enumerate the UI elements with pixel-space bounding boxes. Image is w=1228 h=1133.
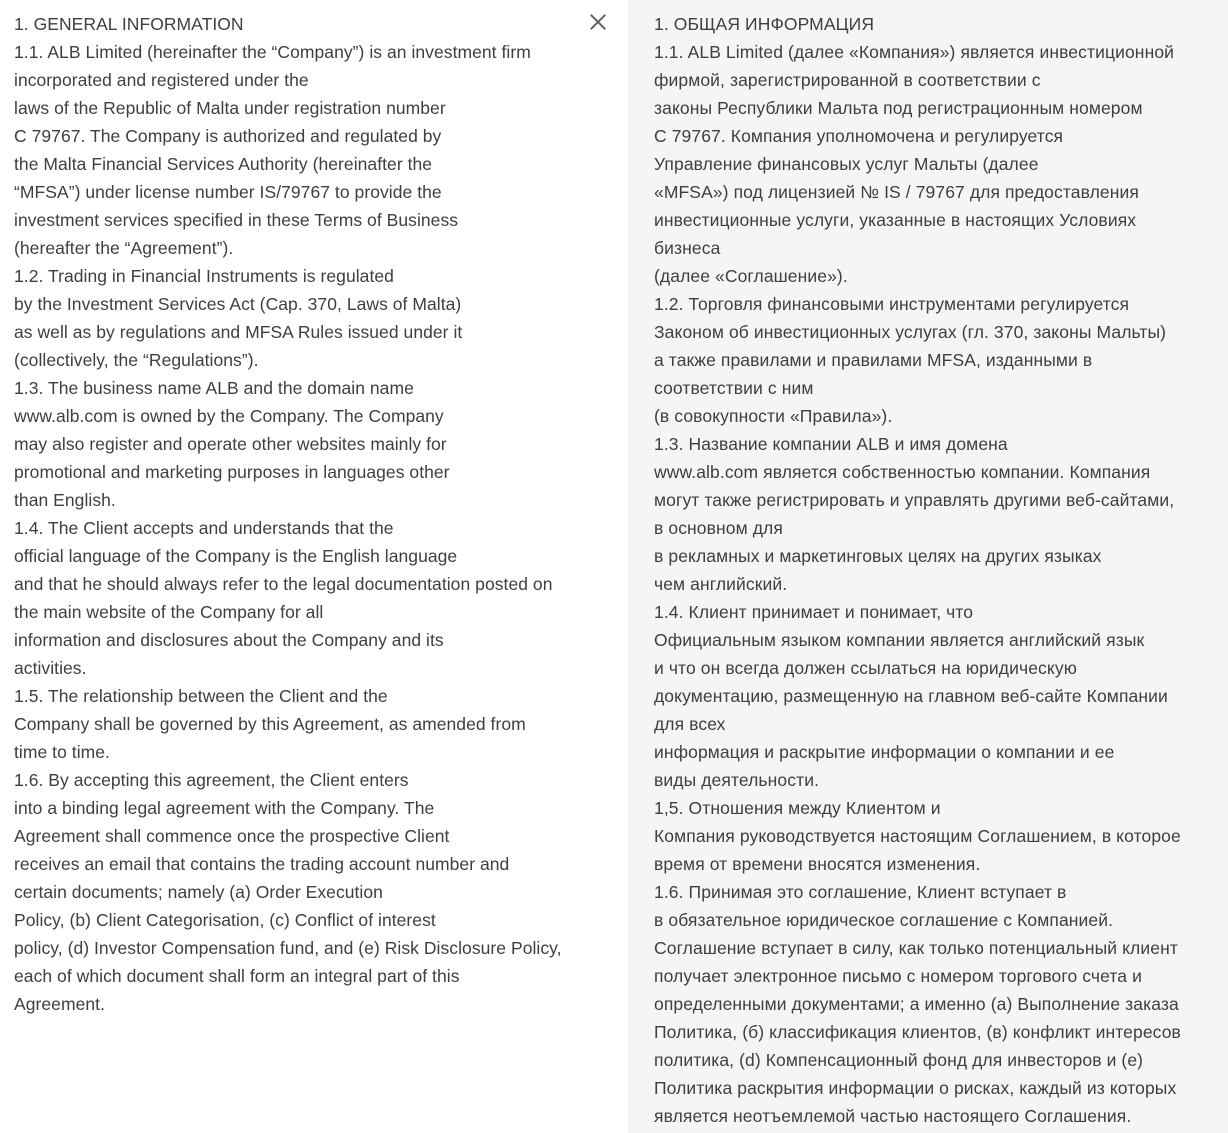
translation-text-line: время от времени вносятся изменения. [654, 854, 981, 874]
source-text-line: Agreement. [14, 994, 105, 1014]
translation-text-line: Компания руководствуется настоящим Соглашением, в которое [654, 826, 1181, 846]
translation-text-line: 1.3. Название компании ALB и имя домена [654, 434, 1008, 454]
source-text-line: (hereafter the “Agreement”). [14, 238, 234, 258]
source-text-line: and that he should always refer to the legal documentation posted on [14, 574, 553, 594]
translation-text-line: документацию, размещенную на главном веб-сайте Компании [654, 686, 1168, 706]
translation-text-line: Законом об инвестиционных услугах (гл. 370, законы Мальты) [654, 322, 1167, 342]
translation-text-line: Управление финансовых услуг Мальты (далее [654, 154, 1039, 174]
translation-text-line: 1.2. Торговля финансовыми инструментами регулируется [654, 294, 1130, 314]
translation-text-line: виды деятельности. [654, 770, 820, 790]
source-text-line: time to time. [14, 742, 110, 762]
translation-text-line: бизнеса [654, 238, 721, 258]
translation-text-line: Соглашение вступает в силу, как только потенциальный клиент [654, 938, 1178, 958]
source-text-line: 1.6. By accepting this agreement, the Client enters [14, 770, 409, 790]
translation-text-line: 1.4. Клиент принимает и понимает, что [654, 602, 974, 622]
translation-text-line: 1. ОБЩАЯ ИНФОРМАЦИЯ [654, 14, 875, 34]
translation-text-line: C 79767. Компания уполномочена и регулируется [654, 126, 1064, 146]
source-text-line: 1. GENERAL INFORMATION [14, 14, 244, 34]
translation-text-line: информация и раскрытие информации о компании и ее [654, 742, 1115, 762]
source-text-line: Company shall be governed by this Agreement, as amended from [14, 714, 526, 734]
translation-text-line: законы Республики Мальта под регистрационным номером [654, 98, 1143, 118]
source-text-line: investment services specified in these Terms of Business [14, 210, 459, 230]
source-text-line: Agreement shall commence once the prospective Client [14, 826, 450, 846]
translation-text-pane [628, 0, 1228, 1133]
source-text-line: incorporated and registered under the [14, 70, 309, 90]
translation-text-line: и что он всегда должен ссылаться на юридическую [654, 658, 1077, 678]
translation-text-line: чем английский. [654, 574, 788, 594]
close-icon [590, 14, 606, 30]
translation-text-line: могут также регистрировать и управлять другими веб-сайтами, [654, 490, 1175, 510]
source-text-line: Policy, (b) Client Categorisation, (c) Conflict of interest [14, 910, 436, 930]
source-text-line: the Malta Financial Services Authority (hereinafter the [14, 154, 433, 174]
translation-text-line: в обязательное юридическое соглашение с Компанией. [654, 910, 1114, 930]
translation-text-line: определенными документами; а именно (а) Выполнение заказа [654, 994, 1179, 1014]
source-text-line: receives an email that contains the trading account number and [14, 854, 510, 874]
translation-text-line: инвестиционные услуги, указанные в настоящих Условиях [654, 210, 1137, 230]
translation-text-line: соответствии с ним [654, 378, 814, 398]
translation-text-line: www.alb.com является собственностью компании. Компания [654, 462, 1151, 482]
source-text-line: into a binding legal agreement with the Company. The [14, 798, 435, 818]
source-text-line: “MFSA”) under license number IS/79767 to provide the [14, 182, 442, 202]
source-text-line: promotional and marketing purposes in languages other [14, 462, 450, 482]
translation-text-line: политика, (d) Компенсационный фонд для инвесторов и (е) [654, 1050, 1144, 1070]
source-text-line: each of which document shall form an integral part of this [14, 966, 460, 986]
source-text-line: www.alb.com is owned by the Company. The Company [14, 406, 444, 426]
translation-text-line: 1.6. Принимая это соглашение, Клиент вступает в [654, 882, 1067, 902]
source-text-line: policy, (d) Investor Compensation fund, and (e) Risk Disclosure Policy, [14, 938, 562, 958]
source-text-line: (collectively, the “Regulations”). [14, 350, 259, 370]
translation-text-line: получает электронное письмо с номером торгового счета и [654, 966, 1142, 986]
source-text-line: activities. [14, 658, 87, 678]
translation-text-line: Официальным языком компании является английский язык [654, 630, 1145, 650]
translation-text [654, 10, 1228, 1130]
translation-text-line: для всех [654, 714, 726, 734]
translation-text-line: в основном для [654, 518, 783, 538]
translation-text-line: является неотъемлемой частью настоящего Соглашения. [654, 1106, 1132, 1126]
source-text-line: official language of the Company is the English language [14, 546, 458, 566]
source-text[interactable] [14, 10, 628, 1018]
source-text-line: than English. [14, 490, 116, 510]
source-text-line: certain documents; namely (a) Order Execution [14, 882, 383, 902]
source-text-line: may also register and operate other websites mainly for [14, 434, 447, 454]
source-text-line: 1.5. The relationship between the Client and the [14, 686, 388, 706]
translation-text-line: Политика раскрытия информации о рисках, каждый из которых [654, 1078, 1177, 1098]
translation-text-line: «MFSA») под лицензией № IS / 79767 для предоставления [654, 182, 1139, 202]
translation-text-line: (далее «Соглашение»). [654, 266, 848, 286]
translation-text-line: а также правилами и правилами MFSA, изданными в [654, 350, 1093, 370]
translation-text-line: в рекламных и маркетинговых целях на других языках [654, 546, 1102, 566]
source-text-line: C 79767. The Company is authorized and regulated by [14, 126, 442, 146]
source-text-line: 1.2. Trading in Financial Instruments is regulated [14, 266, 394, 286]
source-text-line: laws of the Republic of Malta under registration number [14, 98, 446, 118]
translation-text-line: фирмой, зарегистрированной в соответствии с [654, 70, 1041, 90]
source-text-line: by the Investment Services Act (Cap. 370, Laws of Malta) [14, 294, 462, 314]
source-text-line: 1.4. The Client accepts and understands that the [14, 518, 394, 538]
source-text-line: the main website of the Company for all [14, 602, 324, 622]
translation-text-line: (в совокупности «Правила»). [654, 406, 893, 426]
source-text-line: 1.3. The business name ALB and the domain name [14, 378, 414, 398]
translation-text-line: 1.1. ALB Limited (далее «Компания») является инвестиционной [654, 42, 1175, 62]
source-text-line: as well as by regulations and MFSA Rules issued under it [14, 322, 463, 342]
source-text-line: 1.1. ALB Limited (hereinafter the “Company”) is an investment firm [14, 42, 531, 62]
translation-text-line: Политика, (б) классификация клиентов, (в) конфликт интересов [654, 1022, 1181, 1042]
source-text-line: information and disclosures about the Company and its [14, 630, 444, 650]
clear-source-button[interactable] [585, 9, 611, 35]
translation-text-line: 1,5. Отношения между Клиентом и [654, 798, 941, 818]
